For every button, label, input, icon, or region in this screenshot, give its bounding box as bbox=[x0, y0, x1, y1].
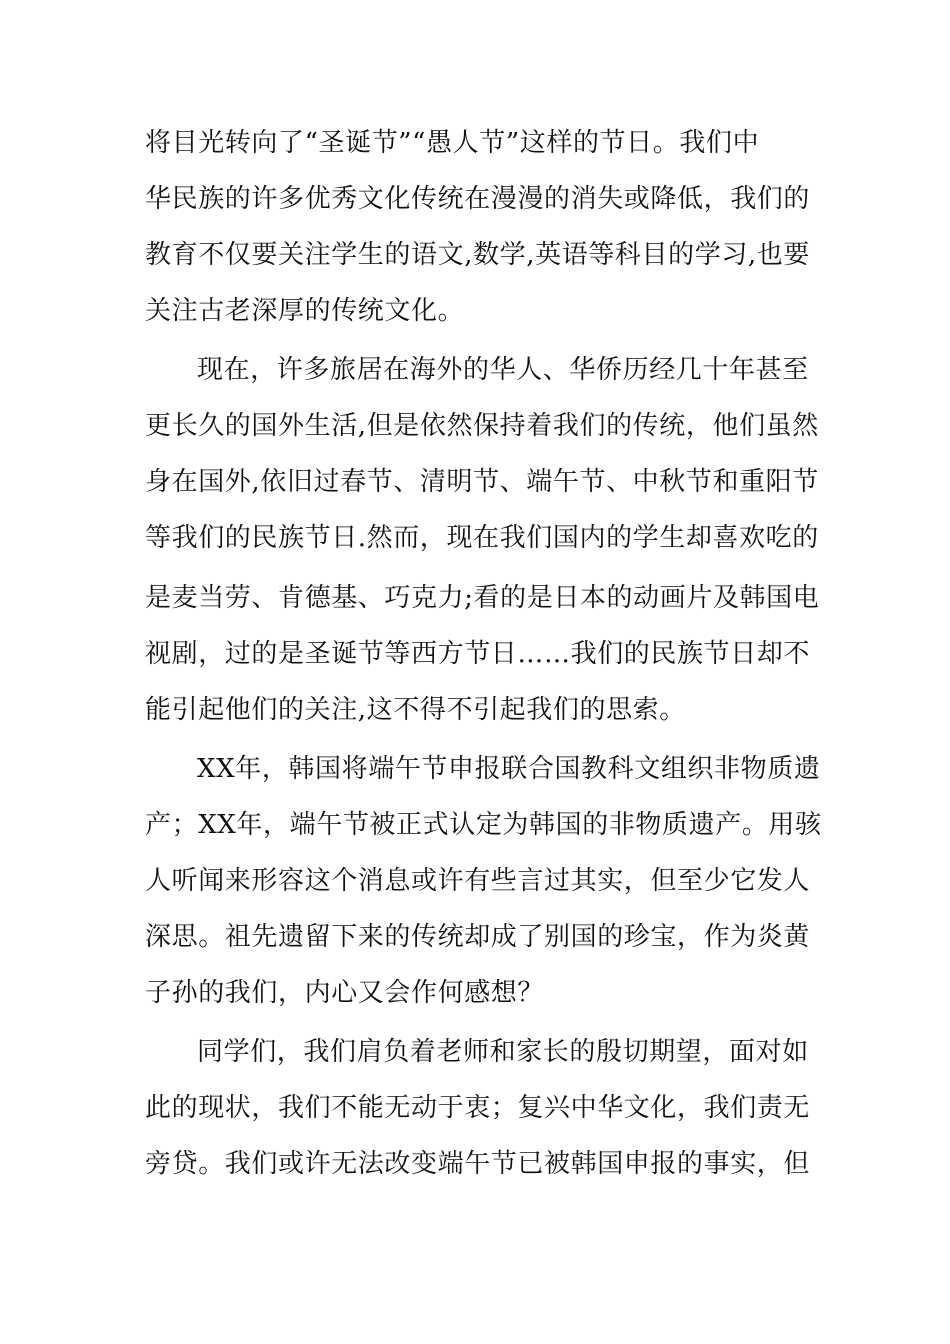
text-line: 深思。祖先遗留下来的传统却成了别国的珍宝，作为炎黄 bbox=[145, 922, 811, 952]
text-line: 能引起他们的关注,这不得不引起我们的思索。 bbox=[145, 695, 686, 725]
text-line: 关注古老深厚的传统文化。 bbox=[145, 296, 465, 326]
text-line: 子孙的我们，内心又会作何感想？ bbox=[145, 978, 545, 1008]
text-line: 等我们的民族节日.然而，现在我们国内的学生却喜欢吃的 bbox=[145, 523, 819, 553]
text-line: 同学们，我们肩负着老师和家长的殷切期望，面对如 bbox=[197, 1037, 809, 1067]
text-line: 是麦当劳、肯德基、巧克力;看的是日本的动画片及韩国电 bbox=[145, 583, 820, 613]
text-line: 教育不仅要关注学生的语文,数学,英语等科目的学习,也要 bbox=[145, 240, 810, 270]
text-line: 华民族的许多优秀文化传统在漫漫的消失或降低，我们的 bbox=[145, 184, 811, 214]
text-line: 将目光转向了“圣诞节”“愚人节”这样的节日。我们中 bbox=[145, 128, 760, 158]
text-line: 人听闻来形容这个消息或许有些言过其实，但至少它发人 bbox=[145, 866, 811, 896]
text-line: 更长久的国外生活,但是依然保持着我们的传统，他们虽然 bbox=[145, 411, 819, 441]
text-line: 现在，许多旅居在海外的华人、华侨历经几十年甚至 bbox=[197, 355, 809, 385]
text-line: 身在国外,依旧过春节、清明节、端午节、中秋节和重阳节 bbox=[145, 467, 819, 497]
text-line: 视剧，过的是圣诞节等西方节日……我们的民族节日却不 bbox=[145, 639, 811, 669]
text-line: 旁贷。我们或许无法改变端午节已被韩国申报的事实，但 bbox=[145, 1149, 811, 1179]
text-line: 产；XX年，端午节被正式认定为韩国的非物质遗产。用骇 bbox=[145, 810, 822, 840]
text-line: XX年，韩国将端午节申报联合国教科文组织非物质遗 bbox=[197, 754, 821, 784]
text-line: 此的现状，我们不能无动于衷；复兴中华文化，我们责无 bbox=[145, 1093, 811, 1123]
